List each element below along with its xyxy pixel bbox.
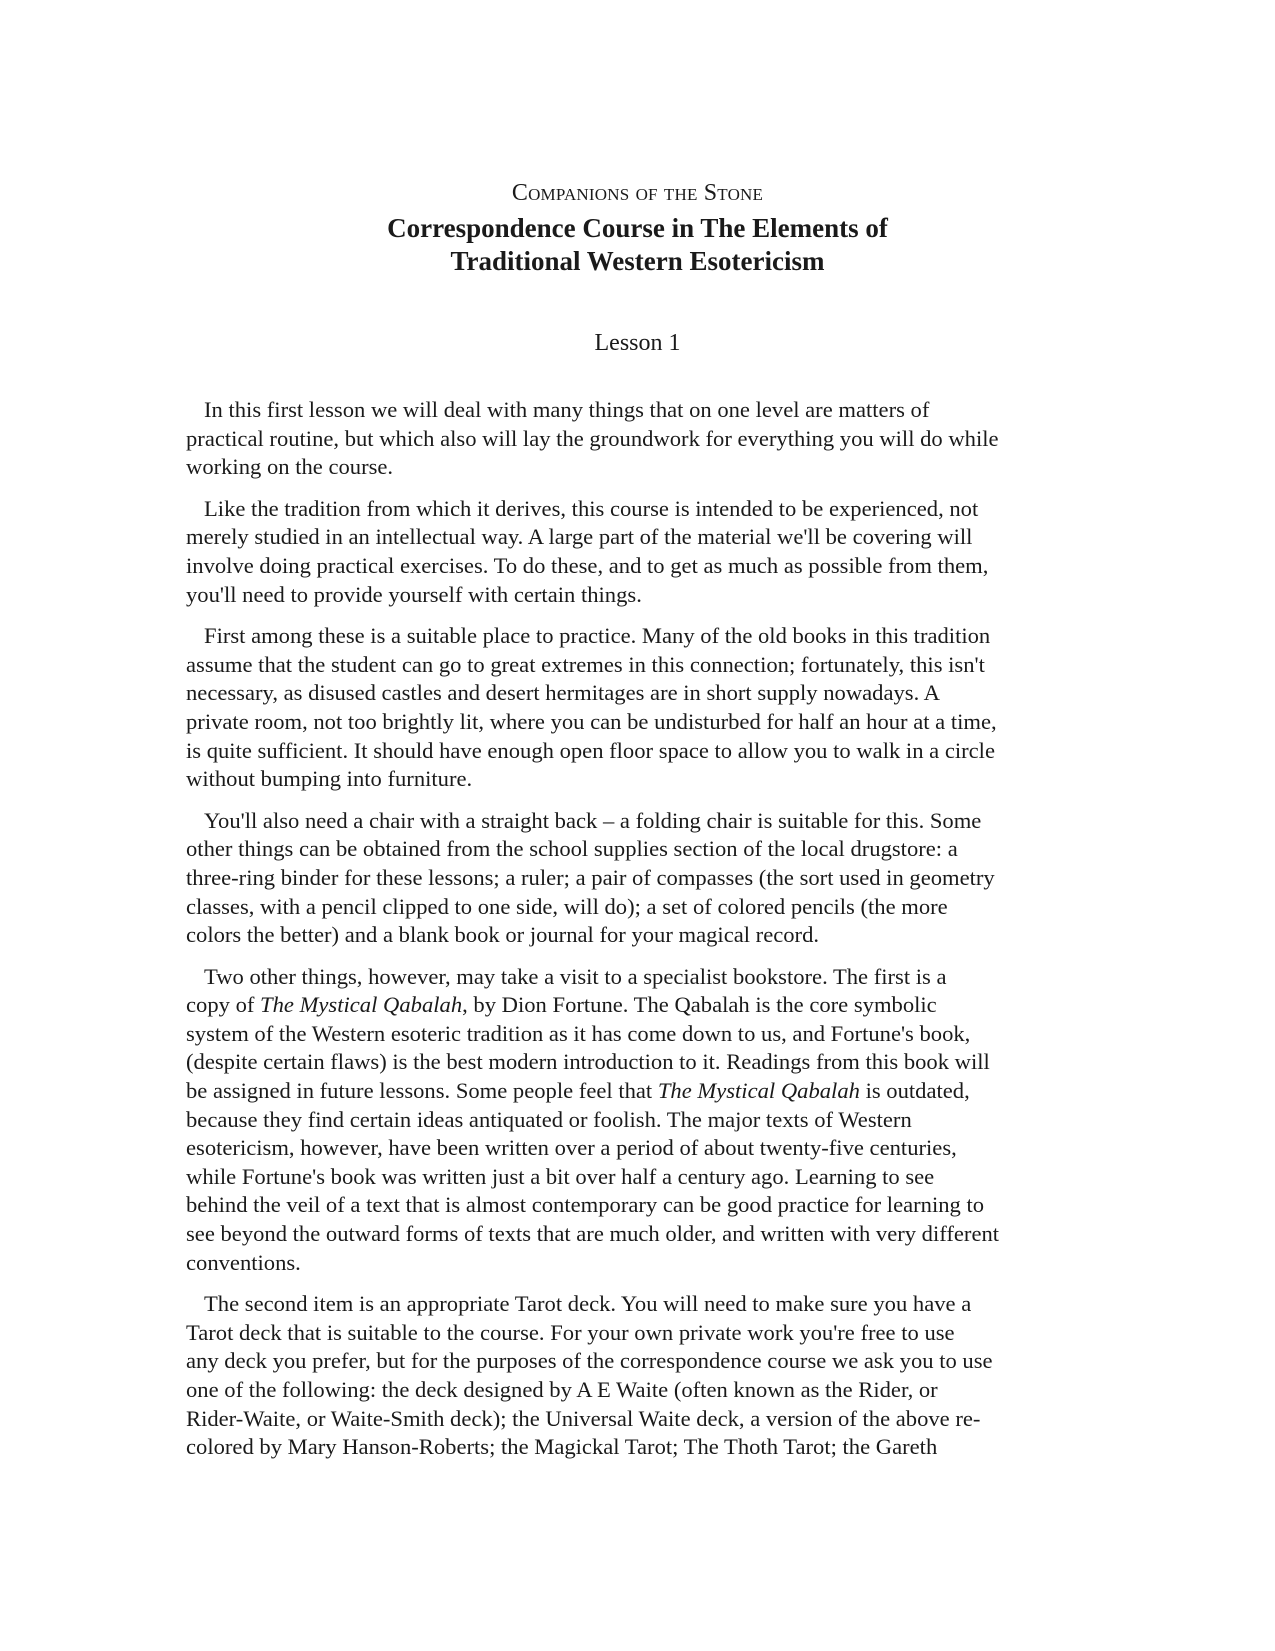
paragraph-line: [186, 1048, 1081, 1077]
paragraph-2: [186, 495, 1081, 609]
text-run: conventions.: [186, 1249, 301, 1275]
paragraph-line: [186, 1077, 1081, 1106]
paragraph-line: Tarot deck that is suitable to the course. For your own private work you're free to use: [186, 1319, 955, 1345]
paragraph-line: [186, 963, 1081, 992]
paragraph-line: [186, 991, 1081, 1020]
text-run: copy of: [186, 992, 261, 1018]
course-title-line-1: Correspondence Course in The Elements of: [387, 213, 888, 243]
paragraph-line: [186, 1020, 1081, 1049]
text-run: (despite certain flaws) is the best modern introduction to it. Readings from this book will: [186, 1049, 990, 1075]
text-run: esotericism, however, have been written over a period of about twenty-five centuries,: [186, 1135, 957, 1161]
paragraph-6: [186, 1290, 1081, 1462]
book-title: The Mystical Qabalah: [260, 992, 463, 1018]
paragraph-line: necessary, as disused castles and desert hermitages are in short supply nowadays. A: [186, 680, 940, 706]
course-title-line-2: Traditional Western Esotericism: [450, 246, 825, 276]
paragraph-4: [186, 807, 1081, 950]
paragraph-line: any deck you prefer, but for the purposes of the correspondence course we ask you to use: [186, 1348, 993, 1374]
paragraph-line: [186, 1191, 1081, 1220]
paragraph-line: [186, 1163, 1081, 1192]
lesson-heading: Lesson 1: [594, 330, 681, 356]
paragraph-line: In this first lesson we will deal with many things that on one level are matters of: [204, 397, 930, 422]
paragraph-line: you'll need to provide yourself with certain things.: [186, 581, 642, 607]
paragraph-1: [186, 396, 1081, 482]
paragraph-line: Rider-Waite, or Waite-Smith deck); the Universal Waite deck, a version of the above re-: [186, 1405, 981, 1431]
paragraph-line: colors the better) and a blank book or journal for your magical record.: [186, 922, 820, 948]
paragraph-line: [186, 1220, 1081, 1249]
paragraph-line: working on the course.: [186, 454, 394, 480]
paragraph-line: First among these is a suitable place to practice. Many of the old books in this tradition: [204, 623, 991, 649]
paragraph-line: [186, 1249, 1081, 1278]
paragraph-line: is quite sufficient. It should have enough open floor space to allow you to walk in a circle: [186, 737, 995, 763]
text-run: , by Dion Fortune. The Qabalah is the core symbolic: [462, 992, 937, 1018]
document-header: [0, 178, 1275, 278]
paragraph-line: assume that the student can go to great extremes in this connection; fortunately, this isn't: [186, 651, 985, 677]
organization-name: Companions of the Stone: [511, 180, 764, 206]
paragraph-line: Like the tradition from which it derives, this course is intended to be experienced, not: [204, 495, 979, 521]
paragraph-5: [186, 963, 1081, 1278]
paragraph-line: practical routine, but which also will lay the groundwork for everything you will do while: [186, 425, 999, 451]
paragraph-line: involve doing practical exercises. To do these, and to get as much as possible from them,: [186, 552, 989, 578]
paragraph-line: [186, 1134, 1081, 1163]
text-run: because they find certain ideas antiquated or foolish. The major texts of Western: [186, 1106, 912, 1132]
book-title: The Mystical Qabalah: [657, 1078, 860, 1104]
paragraph-line: without bumping into furniture.: [186, 766, 473, 792]
text-run: be assigned in future lessons. Some people feel that: [186, 1078, 658, 1104]
paragraph-line: classes, with a pencil clipped to one side, will do); a set of colored pencils (the more: [186, 893, 948, 919]
text-run: Two other things, however, may take a visit to a specialist bookstore. The first is a: [204, 963, 947, 989]
paragraph-line: [186, 1106, 1081, 1135]
paragraph-line: one of the following: the deck designed by A E Waite (often known as the Rider, or: [186, 1377, 938, 1402]
text-run: behind the veil of a text that is almost contemporary can be good practice for learning to: [186, 1192, 985, 1218]
paragraph-line: The second item is an appropriate Tarot deck. You will need to make sure you have a: [204, 1291, 972, 1317]
paragraph-line: colored by Mary Hanson-Roberts; the Magickal Tarot; The Thoth Tarot; the Gareth: [186, 1434, 938, 1460]
lesson-body: [186, 396, 1081, 1475]
paragraph-line: other things can be obtained from the school supplies section of the local drugstore: a: [186, 836, 958, 862]
paragraph-3: [186, 622, 1081, 794]
paragraph-line: merely studied in an intellectual way. A large part of the material we'll be covering will: [186, 524, 973, 550]
text-run: see beyond the outward forms of texts that are much older, and written with very different: [186, 1221, 1000, 1247]
course-title: [0, 212, 1275, 278]
text-run: is outdated,: [859, 1078, 970, 1104]
paragraph-line: three-ring binder for these lessons; a ruler; a pair of compasses (the sort used in geometry: [186, 864, 995, 890]
text-run: system of the Western esoteric tradition as it has come down to us, and Fortune's book,: [186, 1020, 971, 1046]
paragraph-line: private room, not too brightly lit, where you can be undisturbed for half an hour at a time,: [186, 708, 997, 734]
paragraph-line: You'll also need a chair with a straight back – a folding chair is suitable for this. Some: [204, 807, 982, 833]
text-run: while Fortune's book was written just a bit over half a century ago. Learning to see: [186, 1163, 935, 1189]
